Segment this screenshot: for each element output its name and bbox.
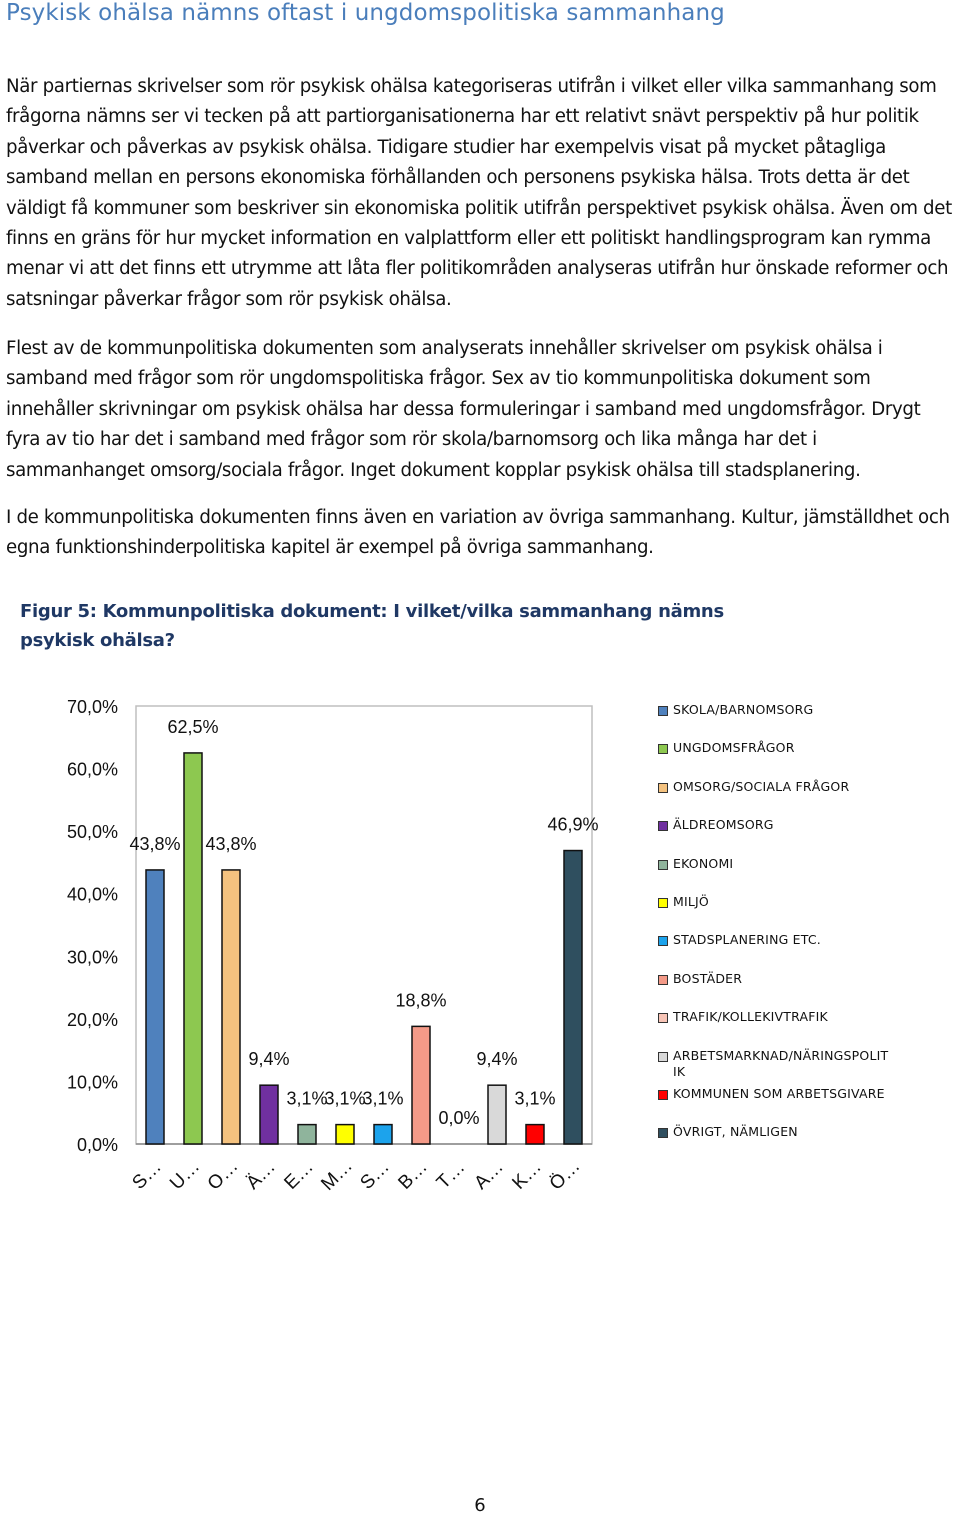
legend-swatch [658, 1090, 668, 1100]
x-axis-labels [128, 1155, 584, 1194]
bar-value-label: 0,0% [438, 1108, 480, 1128]
bar-value-label: 62,5% [167, 716, 219, 737]
bar-value-label: 9,4% [248, 1049, 290, 1070]
y-tick-label: 70,0% [66, 697, 118, 717]
plot-area-border [136, 706, 592, 1144]
y-tick-label: 40,0% [66, 884, 118, 905]
legend-swatch [658, 936, 668, 946]
x-tick-label: O… [203, 1155, 243, 1195]
legend-swatch [658, 744, 668, 754]
y-tick-label: 20,0% [66, 1009, 118, 1030]
body-paragraph-2: Flest av de kommunpolitiska dokumenten som analyserats innehåller skrivelser om psykisk ohälsa i samband med frågor som rör ungdomspolitiska frågor. Sex av tio kommunpolitiska dokument som innehåller skrivningar om psykisk ohälsa har dessa formuleringar i samband med ungdomsfrågor. Drygt fyra av tio har det i samband med frågor som rör skola/barnomsorg och lika många har det i sammanhanget omsorg/sociala frågor. Inget dokument kopplar psykisk ohälsa till stadsplanering. [6, 338, 921, 481]
x-tick-label: B… [394, 1156, 432, 1194]
legend-label: OMSORG/SOCIALA FRÅGOR [673, 778, 850, 794]
x-tick-label: S… [128, 1156, 166, 1194]
bar [488, 1085, 506, 1144]
body-paragraph-1: När partiernas skrivelser som rör psykisk ohälsa kategoriseras utifrån i vilket eller vilka sammanhang som frågorna nämns ser vi tecken på att partiorganisationerna har ett relativt snävt perspektiv på hur politik påverkar och påverkas av psykisk ohälsa. Tidigare studier har exempelvis visat på mycket påtagliga samband mellan en persons ekonomiska förhållanden och personens psykiska hälsa. Trots detta är det väldigt få kommuner som beskriver sin ekonomiska politik utifrån perspektivet psykisk ohälsa. Även om det finns en gräns för hur mycket information en valplattform eller ett politiskt handlingsprogram kan rymma menar vi att det finns ett utrymme att låta fler politikområden analyseras utifrån hur önskade reformer och satsningar påverkar frågor som rör psykisk ohälsa. [6, 76, 952, 310]
bar-value-label: 3,1% [362, 1088, 404, 1109]
y-tick-label: 0,0% [76, 1135, 118, 1155]
legend-swatch [658, 706, 668, 716]
legend-swatch [658, 783, 668, 793]
legend-swatch [658, 860, 668, 870]
legend-label: UNGDOMSFRÅGOR [673, 740, 795, 756]
x-tick-label: Ö… [545, 1155, 585, 1195]
legend-label: STADSPLANERING ETC. [673, 932, 821, 948]
legend-label: ARBETSMARKNAD/NÄRINGSPOLIT IK [673, 1047, 889, 1079]
bar-value-label: 43,8% [129, 833, 181, 854]
x-tick-label: E… [280, 1156, 318, 1194]
bar-chart [0, 680, 620, 1200]
body-paragraph-3: I de kommunpolitiska dokumenten finns även en variation av övriga sammanhang. Kultur, jämställdhet och egna funktionshinderpolitiska kapitel är exempel på övriga sammanhang. [6, 507, 950, 559]
y-tick-label: 60,0% [66, 759, 118, 780]
y-tick-label: 50,0% [66, 822, 118, 843]
legend-swatch [658, 1128, 668, 1138]
legend-swatch [658, 1052, 668, 1062]
legend-label: TRAFIK/KOLLEKIVTRAFIK [673, 1009, 828, 1025]
legend-label: ÄLDREOMSORG [673, 817, 774, 833]
figure-caption: Figur 5: Kommunpolitiska dokument: I vilket/vilka sammanhang nämns psykisk ohälsa? [20, 601, 724, 651]
bar-value-label: 43,8% [205, 833, 257, 854]
bar-value-label: 18,8% [395, 990, 447, 1011]
plot-frame [136, 706, 592, 1144]
legend-label: EKONOMI [673, 855, 734, 871]
legend-label: KOMMUNEN SOM ARBETSGIVARE [673, 1086, 885, 1101]
bar [184, 753, 202, 1144]
x-tick-label: S… [356, 1156, 394, 1194]
y-axis-ticks [67, 697, 118, 1155]
bars [146, 753, 582, 1144]
page-heading: Psykisk ohälsa nämns oftast i ungdomspolitiska sammanhang [6, 0, 725, 26]
bar [336, 1125, 354, 1144]
bar [374, 1125, 392, 1144]
bar [146, 870, 164, 1144]
bar-value-label: 3,1% [324, 1088, 366, 1109]
bar-value-label: 3,1% [514, 1088, 556, 1109]
bar-value-label: 46,9% [547, 814, 599, 835]
x-tick-label: A… [470, 1156, 508, 1194]
legend-label: SKOLA/BARNOMSORG [673, 702, 814, 717]
legend-label: ÖVRIGT, NÄMLIGEN [673, 1124, 798, 1140]
y-tick-label: 30,0% [66, 947, 118, 968]
page-number: 6 [474, 1495, 486, 1516]
x-tick-label: M… [317, 1155, 357, 1195]
bar [222, 870, 240, 1144]
bar-value-label: 9,4% [476, 1049, 518, 1070]
y-tick-label: 10,0% [66, 1072, 118, 1093]
x-tick-label: Ä… [242, 1156, 280, 1194]
bar-value-label: 3,1% [286, 1088, 328, 1109]
legend-label: MILJÖ [673, 894, 709, 909]
bar [260, 1085, 278, 1144]
legend-swatch [658, 975, 668, 985]
bar [412, 1026, 430, 1144]
legend-label: BOSTÄDER [673, 970, 743, 986]
x-tick-label: U… [166, 1156, 205, 1195]
bar [526, 1125, 544, 1144]
legend-swatch [658, 898, 668, 908]
bar [298, 1125, 316, 1144]
legend-swatch [658, 821, 668, 831]
x-tick-label: T… [432, 1156, 470, 1194]
x-tick-label: K… [508, 1156, 546, 1194]
bar [564, 851, 582, 1144]
legend-swatch [658, 1013, 668, 1023]
